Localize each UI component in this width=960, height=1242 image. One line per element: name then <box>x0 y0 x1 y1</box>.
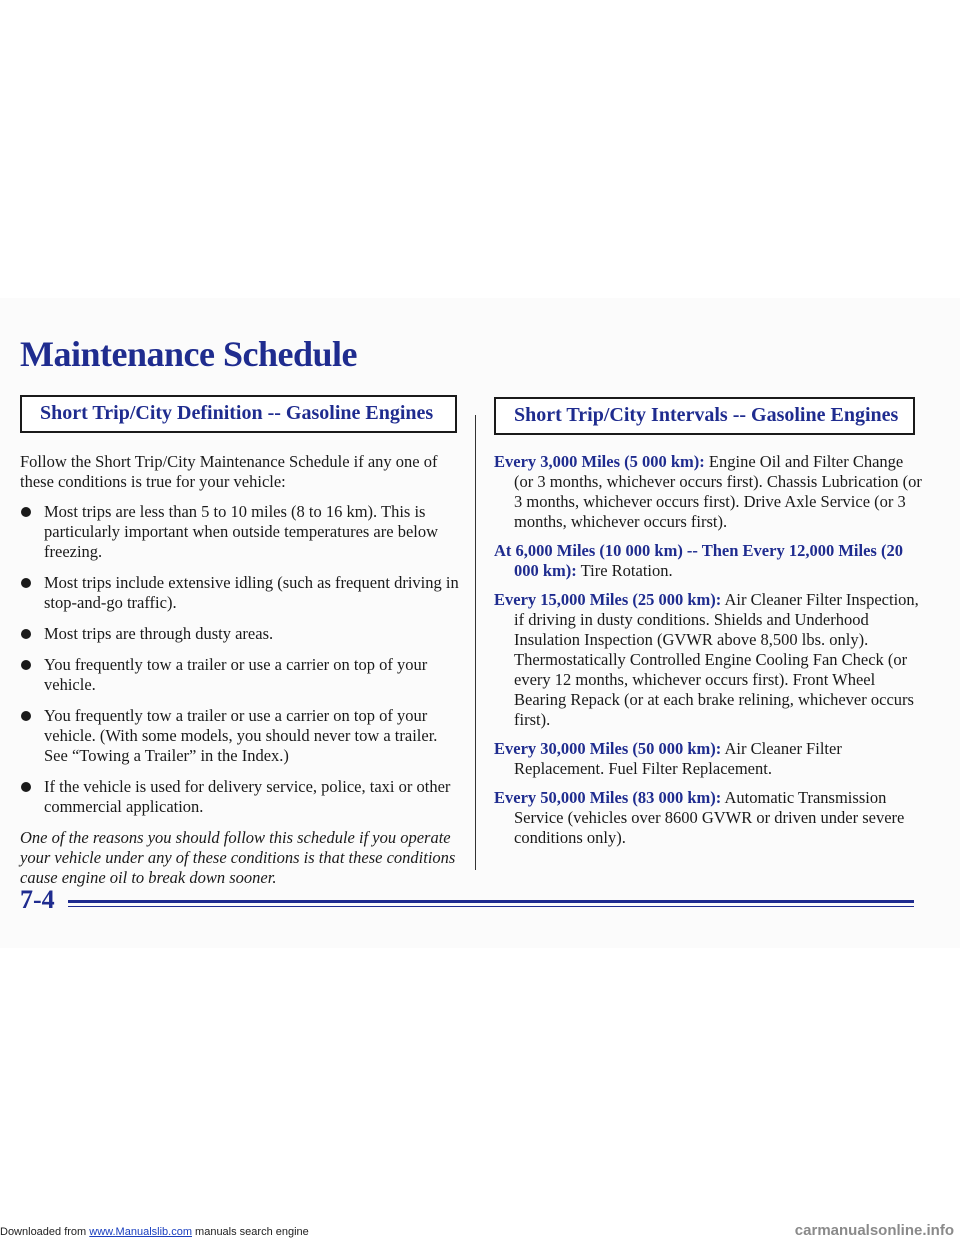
interval-item <box>494 788 924 848</box>
definition-intro: Follow the Short Trip/City Maintenance Schedule if any one of these conditions is true for your vehicle: <box>20 452 438 491</box>
manualslib-link[interactable]: www.Manualslib.com <box>89 1226 192 1238</box>
schedule-note: One of the reasons you should follow this schedule if you operate your vehicle under any of these conditions is that these conditions cause engine oil to break down sooner. <box>20 828 456 887</box>
bullet-icon <box>21 629 31 639</box>
condition-item: You frequently tow a trailer or use a carrier on top of your vehicle. (With some models, you should never tow a trailer. See “Towing a Trailer” in the Index.) <box>20 706 460 766</box>
condition-item: Most trips include extensive idling (such as frequent driving in stop-and-go traffic). <box>20 573 460 613</box>
bullet-icon <box>21 660 31 670</box>
bullet-icon <box>21 782 31 792</box>
bullet-icon <box>21 578 31 588</box>
condition-item: Most trips are through dusty areas. <box>20 624 460 644</box>
condition-list <box>20 502 460 817</box>
condition-item: Most trips are less than 5 to 10 miles (8 to 16 km). This is particularly important when outside temperatures are below freezing. <box>20 502 460 562</box>
interval-item <box>494 452 924 532</box>
interval-item <box>494 541 924 581</box>
watermark: carmanualsonline.info <box>794 1222 954 1239</box>
interval-text: Air Cleaner Filter Replacement. Fuel Filter Replacement. <box>514 739 842 778</box>
interval-text: Tire Rotation. <box>576 561 673 580</box>
page-number: 7-4 <box>20 885 55 914</box>
interval-item <box>494 590 924 730</box>
condition-item: If the vehicle is used for delivery service, police, taxi or other commercial application. <box>20 777 460 817</box>
intervals-column <box>494 452 924 857</box>
intervals-header: Short Trip/City Intervals -- Gasoline Engines <box>494 397 915 435</box>
interval-text: Automatic Transmission Service (vehicles over 8600 GVWR or driven under severe conditions only). <box>514 788 905 847</box>
interval-label: Every 3,000 Miles (5 000 km): <box>494 452 705 471</box>
condition-item: You frequently tow a trailer or use a carrier on top of your vehicle. <box>20 655 460 695</box>
interval-text: Air Cleaner Filter Inspection, if driving in dusty conditions. Shields and Underhood Insulation Inspection (GVWR above 8,500 lbs. only). Thermostatically Controlled Engine Cooling Fan Check (or every 12 months, whichever occurs first). Front Wheel Bearing Repack (or at each brake relining, whichever occurs first). <box>514 590 919 729</box>
download-footer <box>0 1224 960 1242</box>
definition-column <box>20 452 460 888</box>
interval-text: Engine Oil and Filter Change (or 3 months, whichever occurs first). Chassis Lubrication (or 3 months, whichever occurs first). Drive Axle Service (or 3 months, whichever occurs first). <box>514 452 922 531</box>
bullet-icon <box>21 711 31 721</box>
bullet-icon <box>21 507 31 517</box>
page-title: Maintenance Schedule <box>20 334 357 374</box>
interval-label: Every 15,000 Miles (25 000 km): <box>494 590 722 609</box>
interval-item <box>494 739 924 779</box>
footer-rule-thin <box>68 906 914 907</box>
download-notice: Downloaded from www.Manualslib.com manuals search engine <box>0 1226 309 1238</box>
interval-label: Every 30,000 Miles (50 000 km): <box>494 739 722 758</box>
column-divider <box>475 415 476 870</box>
interval-label: At 6,000 Miles (10 000 km) -- Then Every 12,000 Miles (20 000 km): <box>494 541 903 580</box>
definition-header: Short Trip/City Definition -- Gasoline Engines <box>20 395 457 433</box>
footer-rule <box>68 900 914 903</box>
interval-label: Every 50,000 Miles (83 000 km): <box>494 788 722 807</box>
